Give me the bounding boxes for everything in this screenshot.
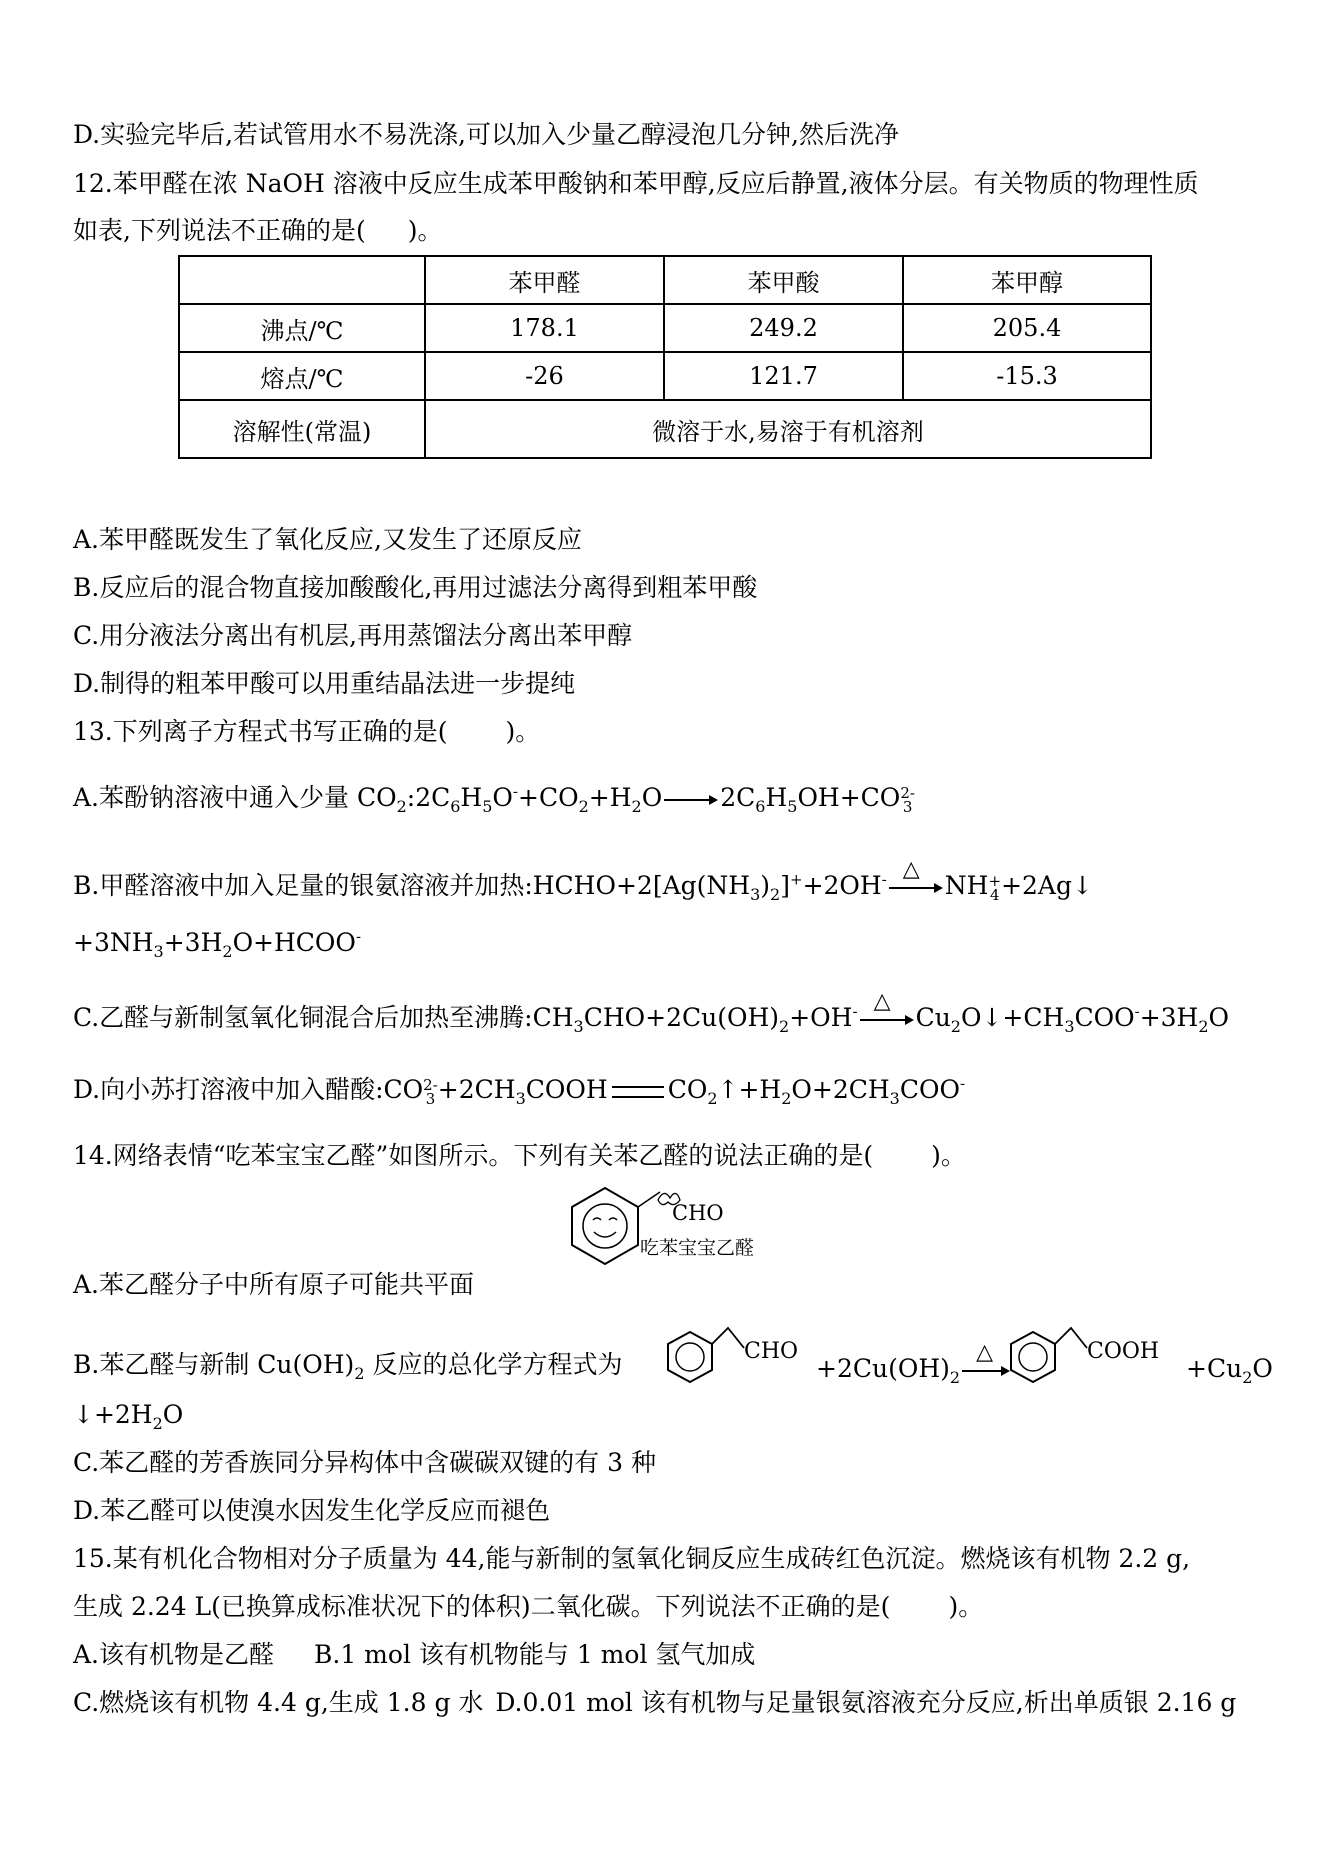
table-header-cell: 苯甲醇 [903,256,1151,304]
q13-b-text: B.甲醛溶液中加入足量的银氨溶液并加热:HCHO+2[Ag(NH [73,871,751,900]
q13-stem-close: )。 [505,717,541,746]
q15-option-b: B.1 mol 该有机物能与 1 mol 氢气加成 [314,1640,756,1669]
q12-option-d: D.制得的粗苯甲酸可以用重结晶法进一步提纯 [73,669,576,698]
q13-a-text: A.苯酚钠溶液中通入少量 CO [73,783,397,812]
table-cell: -15.3 [903,352,1151,400]
reaction-arrow [664,795,718,805]
reaction-arrow-heat [889,856,943,893]
phenylacetaldehyde-structure [660,1318,820,1398]
table-header-cell [179,256,425,304]
table-header-cell: 苯甲醛 [425,256,664,304]
figure-caption: 吃苯宝宝乙醛 [640,1237,755,1259]
q12-option-a: A.苯甲醛既发生了氧化反应,又发生了还原反应 [73,525,582,554]
table-row [179,352,1151,400]
table-header-row [179,256,1151,304]
q14-b-reagent: $+2Cu(OH)_2$ △ [816,1352,1012,1386]
q15-options-ab [73,1638,755,1672]
cooh-label: COOH [1087,1339,1160,1364]
q15-option-d: D.0.01 mol 该有机物与足量银氨溶液充分反应,析出单质银 2.16 g [495,1688,1237,1717]
table-row [179,304,1151,352]
q14-b-text2: 反应的总化学方程式为 [364,1350,623,1379]
table-cell: 微溶于水,易溶于有机溶剂 [425,400,1151,458]
q15-stem-line1: 15.某有机化合物相对分子质量为 44,能与新制的氢氧化铜反应生成砖红色沉淀。燃烧该有机物 2.2 g, [73,1544,1191,1573]
cho-label: CHO [744,1339,799,1364]
table-row-label: 沸点/℃ [179,304,425,352]
figure-cho-label: CHO [672,1201,724,1225]
table-row [179,400,1151,458]
q14-option-b-line2: $↓+2H_2O$ [73,1400,184,1433]
q12-stem-text: 如表,下列说法不正确的是( [73,216,366,245]
q14-b-text: B.苯乙醛与新制 Cu(OH) [73,1350,355,1379]
q12-option-b: B.反应后的混合物直接加酸酸化,再用过滤法分离得到粗苯甲酸 [73,573,758,602]
q13-option-d: D.向小苏打溶液中加入醋酸:CO 2- 3 $+2CH_3COOH$ $CO_2↑+H_2O+2CH_3COO^-$ [73,1074,966,1108]
properties-table [178,255,1152,459]
q13-option-a: A.苯酚钠溶液中通入少量 $CO_2:2C_6H_5O^-+CO_2+H_2O$ $2C_6H_5OH+CO$ 2- 3 [73,782,915,816]
q13-stem-text: 13.下列离子方程式书写正确的是( [73,717,448,746]
q12-option-c: C.用分液法分离出有机层,再用蒸馏法分离出苯甲醇 [73,621,633,650]
heat-triangle-icon: △ [976,1339,993,1365]
table-cell: 178.1 [425,304,664,352]
table-cell: 205.4 [903,304,1151,352]
q13-stem [73,715,540,749]
q15-option-a: A.该有机物是乙醛 [73,1640,275,1669]
table-cell: 121.7 [664,352,903,400]
table-cell: 249.2 [664,304,903,352]
phenylacetic-acid-structure [1003,1318,1183,1398]
reaction-arrow-heat [860,988,914,1025]
emoji-benzene-figure [560,1180,780,1270]
q13-option-c: C.乙醛与新制氢氧化铜混合后加热至沸腾$:CH_3CHO+2Cu(OH)_2+OH^-$ △ $Cu_2O↓+CH_3COO^-+3H_2O$ [73,1001,1229,1035]
q15-stem-text: 生成 2.24 L(已换算成标准状况下的体积)二氧化碳。下列说法不正确的是( [73,1592,891,1621]
q12-stem-close: )。 [407,216,443,245]
q14-option-b-line1: B.苯乙醛与新制 $Cu(OH)_2$ 反应的总化学方程式为 [73,1350,623,1383]
q14-option-c: C.苯乙醛的芳香族同分异构体中含碳碳双键的有 3 种 [73,1448,656,1477]
q13-option-b-line1: B.甲醛溶液中加入足量的银氨溶液并加热$:HCHO+2[Ag(NH_3)_2]^++2OH^-$ △ NH + 4 +2Ag↓ [73,869,1093,903]
q14-stem-close: )。 [931,1141,966,1170]
q15-option-c: C.燃烧该有机物 4.4 g,生成 1.8 g 水 [73,1688,484,1717]
q12-stem-line2 [73,214,442,248]
q14-option-a: A.苯乙醛分子中所有原子可能共平面 [73,1270,475,1299]
table-header-cell: 苯甲酸 [664,256,903,304]
heat-triangle-icon: △ [873,988,891,1014]
table-cell: -26 [425,352,664,400]
equals-sign [612,1086,664,1098]
q15-stem-close: )。 [948,1592,984,1621]
q15-options-cd [73,1686,1236,1720]
table-row-label: 熔点/℃ [179,352,425,400]
q14-stem [73,1139,966,1173]
q13-c-text: C.乙醛与新制氢氧化铜混合后加热至沸腾:CH [73,1003,574,1032]
q13-option-b-line2: $+3NH_3+3H_2O+HCOO^-$ [73,927,362,961]
q12-stem-line1: 12.苯甲醛在浓 NaOH 溶液中反应生成苯甲酸钠和苯甲醇,反应后静置,液体分层。有关物质的物理性质 [73,169,1199,198]
q15-stem-line2 [73,1590,983,1624]
q14-b-product: $+Cu_2O$ [1186,1354,1273,1387]
q13-d-text: D.向小苏打溶液中加入醋酸: [73,1075,384,1104]
q11-option-d: D.实验完毕后,若试管用水不易洗涤,可以加入少量乙醇浸泡几分钟,然后洗净 [73,120,899,149]
heat-triangle-icon: △ [902,856,920,882]
q14-option-d: D.苯乙醛可以使溴水因发生化学反应而褪色 [73,1496,551,1525]
table-row-label: 溶解性(常温) [179,400,425,458]
q14-stem-text: 14.网络表情“吃苯宝宝乙醛”如图所示。下列有关苯乙醛的说法正确的是( [73,1141,874,1170]
